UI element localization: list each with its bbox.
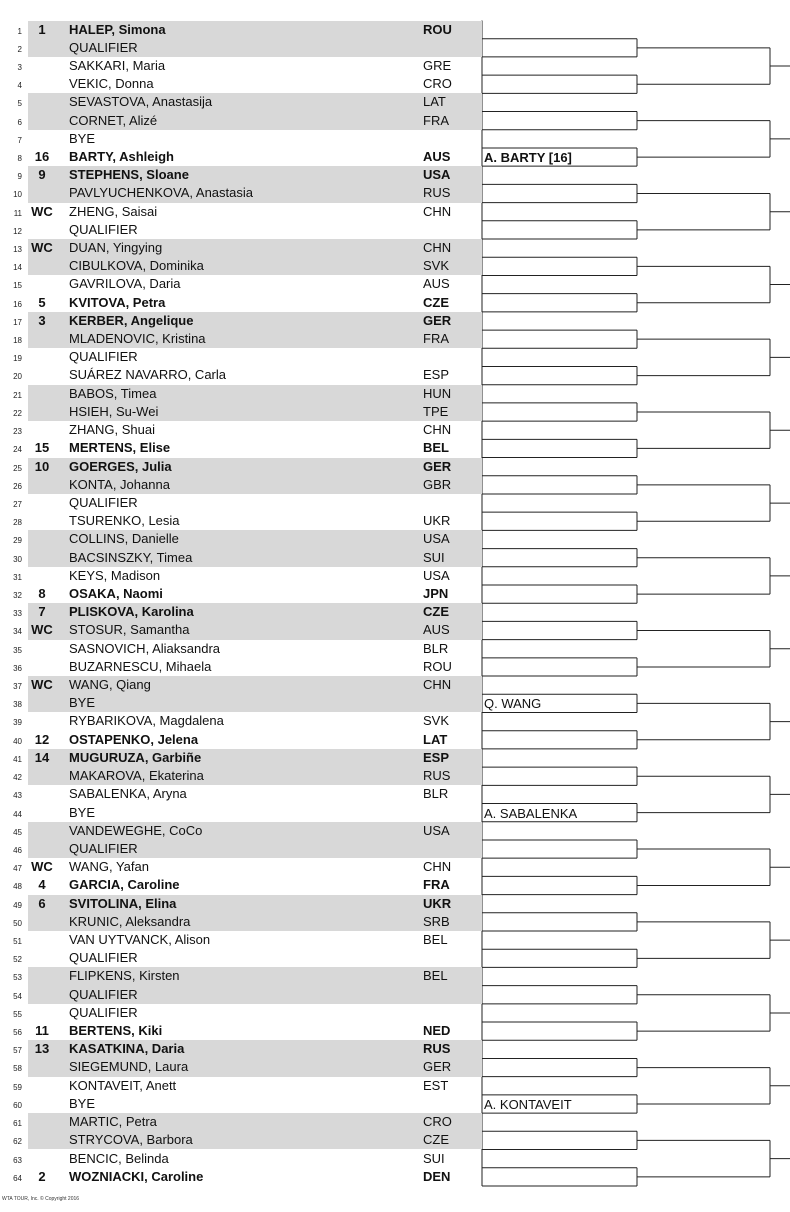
- line-number: 6: [17, 117, 22, 127]
- draw-row: [0, 512, 482, 530]
- draw-row: [0, 494, 482, 512]
- player-name: PAVLYUCHENKOVA, Anastasia: [69, 185, 253, 201]
- line-number: 49: [13, 900, 22, 910]
- draw-row: [0, 148, 482, 166]
- draw-row: [0, 366, 482, 384]
- country-code: GBR: [423, 476, 452, 492]
- country-code: GER: [423, 1059, 452, 1075]
- player-name: STRYCOVA, Barbora: [69, 1132, 193, 1148]
- line-number: 15: [13, 281, 22, 291]
- player-name: KVITOVA, Petra: [69, 294, 166, 310]
- line-number: 53: [13, 973, 22, 983]
- country-code: CZE: [423, 294, 449, 310]
- seed-label: 10: [34, 458, 50, 474]
- country-code: SRB: [423, 913, 450, 929]
- draw-row: [0, 1058, 482, 1076]
- player-name: VANDEWEGHE, CoCo: [69, 822, 203, 838]
- player-name: SUÁREZ NAVARRO, Carla: [69, 367, 226, 383]
- player-name: MERTENS, Elise: [69, 440, 171, 456]
- r2-winner: A. BARTY [16]: [484, 150, 572, 166]
- player-name: BYE: [69, 130, 96, 146]
- draw-row: [0, 640, 482, 658]
- country-code: TPE: [423, 403, 449, 419]
- draw-row: [0, 330, 482, 348]
- seed-label: 1: [38, 21, 46, 37]
- line-number: 37: [13, 682, 22, 692]
- country-code: SVK: [423, 258, 450, 274]
- country-code: RUS: [423, 1041, 451, 1057]
- draw-row: [0, 731, 482, 749]
- draw-row: [0, 1095, 482, 1113]
- draw-row: [0, 767, 482, 785]
- player-name: QUALIFIER: [69, 39, 138, 55]
- line-number: 26: [13, 481, 22, 491]
- country-code: CHN: [423, 859, 452, 875]
- seed-label: 3: [38, 312, 46, 328]
- player-name: BYE: [69, 804, 96, 820]
- line-number: 19: [13, 354, 22, 364]
- player-name: PLISKOVA, Karolina: [69, 604, 194, 620]
- player-name: WOZNIACKI, Caroline: [69, 1168, 204, 1184]
- country-code: GER: [423, 312, 452, 328]
- player-name: SVITOLINA, Elina: [69, 895, 177, 911]
- country-code: SUI: [423, 549, 445, 565]
- country-code: DEN: [423, 1168, 451, 1184]
- line-number: 50: [13, 918, 22, 928]
- seed-label: WC: [31, 622, 53, 638]
- draw-row: [0, 658, 482, 676]
- country-code: ESP: [423, 749, 450, 765]
- country-code: BEL: [423, 440, 449, 456]
- seed-label: 14: [34, 749, 50, 765]
- player-name: BERTENS, Kiki: [69, 1023, 163, 1039]
- player-name: WANG, Qiang: [69, 677, 151, 693]
- line-number: 24: [13, 445, 22, 455]
- player-name: BABOS, Timea: [69, 385, 157, 401]
- country-code: USA: [423, 531, 450, 547]
- line-number: 12: [13, 226, 22, 236]
- country-code: FRA: [423, 877, 450, 893]
- player-name: QUALIFIER: [69, 986, 138, 1002]
- draw-row: [0, 822, 482, 840]
- draw-row: [0, 986, 482, 1004]
- line-number: 42: [13, 773, 22, 783]
- player-name: RYBARIKOVA, Magdalena: [69, 713, 224, 729]
- country-code: BLR: [423, 786, 449, 802]
- player-name: QUALIFIER: [69, 494, 138, 510]
- player-name: SEVASTOVA, Anastasija: [69, 94, 213, 110]
- draw-row: [0, 275, 482, 293]
- line-number: 45: [13, 827, 22, 837]
- line-number: 5: [17, 99, 22, 109]
- line-number: 56: [13, 1028, 22, 1038]
- draw-row: [0, 21, 482, 39]
- line-number: 61: [13, 1119, 22, 1129]
- country-code: CRO: [423, 1114, 452, 1130]
- player-name: SABALENKA, Aryna: [69, 786, 187, 802]
- draw-row: [0, 913, 482, 931]
- country-code: UKR: [423, 513, 451, 529]
- line-number: 30: [13, 554, 22, 564]
- player-name: STEPHENS, Sloane: [69, 167, 189, 183]
- seed-label: 2: [38, 1168, 46, 1184]
- seed-label: WC: [31, 203, 53, 219]
- line-number: 16: [13, 299, 22, 309]
- country-code: BEL: [423, 932, 448, 947]
- country-code: USA: [423, 822, 450, 838]
- row-shading: [28, 694, 482, 712]
- player-name: OSAKA, Naomi: [69, 586, 163, 601]
- player-name: MARTIC, Petra: [69, 1114, 157, 1130]
- line-number: 48: [13, 882, 22, 892]
- draw-row: [0, 439, 482, 457]
- draw-row: [0, 257, 482, 275]
- line-number: 52: [13, 955, 22, 965]
- seed-label: 15: [34, 440, 50, 456]
- player-name: GOERGES, Julia: [69, 458, 172, 474]
- player-name: FLIPKENS, Kirsten: [69, 968, 180, 984]
- r2-winner: Q. WANG: [484, 696, 542, 712]
- line-number: 47: [13, 864, 22, 874]
- country-code: BEL: [423, 968, 448, 984]
- draw-row: [0, 530, 482, 548]
- line-number: 17: [13, 317, 22, 327]
- country-code: USA: [423, 167, 451, 183]
- player-name: QUALIFIER: [69, 840, 138, 856]
- player-name: HSIEH, Su-Wei: [69, 403, 159, 419]
- player-name: WANG, Yafan: [69, 859, 149, 875]
- player-name: VAN UYTVANCK, Alison: [69, 932, 211, 947]
- r2-winner: A. SABALENKA: [484, 805, 578, 821]
- seed-label: 8: [38, 586, 46, 601]
- seed-label: 9: [38, 167, 46, 183]
- draw-row: [0, 93, 482, 111]
- draw-row: [0, 1004, 482, 1022]
- country-code: UKR: [423, 895, 452, 911]
- player-name: DUAN, Yingying: [69, 240, 163, 256]
- country-code: FRA: [423, 112, 449, 128]
- player-name: VEKIC, Donna: [69, 76, 154, 92]
- draw-row: [0, 130, 482, 148]
- draw-row: [0, 1150, 482, 1168]
- draw-row: [0, 549, 482, 567]
- player-name: BYE: [69, 695, 96, 711]
- player-name: KEYS, Madison: [69, 567, 161, 583]
- line-number: 22: [13, 408, 22, 418]
- country-code: LAT: [423, 94, 446, 110]
- line-number: 44: [13, 809, 22, 819]
- seed-label: WC: [31, 859, 53, 875]
- draw-row: [0, 39, 482, 57]
- draw-row: [0, 749, 482, 767]
- country-code: CZE: [423, 1132, 449, 1148]
- player-name: SAKKARI, Maria: [69, 57, 166, 73]
- country-code: GRE: [423, 57, 452, 73]
- seed-label: 6: [38, 895, 46, 911]
- draw-row: [0, 75, 482, 93]
- draw-row: [0, 1113, 482, 1131]
- country-code: CHN: [423, 240, 452, 256]
- country-code: CHN: [423, 203, 452, 219]
- country-code: CRO: [423, 76, 452, 92]
- seed-label: 7: [38, 604, 46, 620]
- player-name: BARTY, Ashleigh: [69, 148, 174, 164]
- draw-row: [0, 876, 482, 894]
- draw-row: [0, 385, 482, 403]
- country-code: FRA: [423, 331, 449, 347]
- player-name: QUALIFIER: [69, 1004, 138, 1020]
- line-number: 1: [17, 26, 22, 36]
- draw-row: [0, 712, 482, 730]
- player-name: BUZARNESCU, Mihaela: [69, 658, 212, 674]
- player-name: GAVRILOVA, Daria: [69, 276, 181, 292]
- player-name: KONTAVEIT, Anett: [69, 1077, 177, 1093]
- player-name: HALEP, Simona: [69, 21, 166, 37]
- line-number: 32: [13, 591, 22, 600]
- line-number: 29: [13, 536, 22, 546]
- draw-row: [0, 858, 482, 876]
- country-code: SVK: [423, 713, 450, 729]
- line-number: 40: [13, 736, 22, 746]
- player-name: ZHANG, Shuai: [69, 422, 155, 438]
- line-number: 14: [13, 263, 22, 273]
- player-name: MLADENOVIC, Kristina: [69, 331, 206, 347]
- draw-row: [0, 1040, 482, 1058]
- seed-label: 12: [34, 731, 50, 747]
- draw-row: [0, 57, 482, 75]
- draw-row: [0, 676, 482, 694]
- line-number: 10: [13, 190, 22, 200]
- country-code: EST: [423, 1077, 449, 1093]
- country-code: GER: [423, 458, 452, 474]
- line-number: 9: [17, 172, 22, 182]
- player-name: BENCIC, Belinda: [69, 1150, 169, 1166]
- line-number: 11: [13, 208, 22, 218]
- player-name: KRUNIC, Aleksandra: [69, 913, 191, 929]
- line-number: 43: [13, 791, 22, 801]
- country-code: LAT: [423, 731, 448, 747]
- draw-row: [0, 621, 482, 639]
- line-number: 8: [17, 153, 22, 163]
- player-name: BACSINSZKY, Timea: [69, 549, 193, 565]
- draw-row: [0, 421, 482, 439]
- draw-row: [0, 1168, 482, 1186]
- draw-row: [0, 1022, 482, 1040]
- line-number: 60: [13, 1100, 22, 1110]
- draw-row: [0, 476, 482, 494]
- draw-row: [0, 348, 482, 366]
- country-code: HUN: [423, 385, 452, 401]
- draw-row: [0, 785, 482, 803]
- player-name: SASNOVICH, Aliaksandra: [69, 640, 221, 656]
- draw-row: [0, 312, 482, 330]
- line-number: 7: [17, 135, 22, 145]
- player-name: KERBER, Angelique: [69, 312, 194, 328]
- country-code: JPN: [423, 586, 449, 601]
- line-number: 54: [13, 991, 22, 1001]
- country-code: CHN: [423, 422, 452, 438]
- country-code: ROU: [423, 21, 452, 37]
- draw-row: [0, 221, 482, 239]
- line-number: 38: [13, 700, 22, 710]
- player-name: GARCIA, Caroline: [69, 877, 180, 893]
- player-name: CORNET, Alizé: [69, 112, 158, 128]
- player-name: MAKAROVA, Ekaterina: [69, 768, 204, 784]
- country-code: RUS: [423, 768, 451, 784]
- draw-row: [0, 1077, 482, 1095]
- seed-label: WC: [31, 240, 53, 256]
- line-number: 28: [13, 518, 22, 528]
- draw-row: [0, 458, 482, 476]
- draw-row: [0, 804, 482, 822]
- line-number: 4: [17, 81, 22, 91]
- seed-label: 11: [35, 1023, 49, 1039]
- draw-row: [0, 967, 482, 985]
- line-number: 27: [13, 499, 22, 509]
- line-number: 34: [13, 627, 22, 637]
- draw-row: [0, 166, 482, 184]
- country-code: USA: [423, 567, 450, 583]
- country-code: ESP: [423, 367, 450, 383]
- draw-row: [0, 931, 482, 949]
- line-number: 33: [13, 609, 22, 619]
- line-number: 62: [13, 1137, 22, 1147]
- r2-winner: A. KONTAVEIT: [484, 1097, 572, 1113]
- seed-label: 16: [34, 148, 50, 164]
- line-number: 39: [13, 718, 22, 728]
- player-name: CIBULKOVA, Dominika: [69, 258, 204, 274]
- line-number: 31: [13, 572, 22, 582]
- draw-row: [0, 949, 482, 967]
- player-name: BYE: [69, 1095, 96, 1111]
- draw-row: [0, 403, 482, 421]
- draw-row: [0, 239, 482, 257]
- line-number: 57: [13, 1046, 22, 1056]
- draw-row: [0, 840, 482, 858]
- country-code: NED: [423, 1023, 451, 1039]
- player-name: COLLINS, Danielle: [69, 531, 179, 547]
- player-name: KASATKINA, Daria: [69, 1041, 185, 1057]
- line-number: 23: [13, 427, 22, 437]
- line-number: 51: [13, 937, 22, 946]
- country-code: SUI: [423, 1150, 445, 1166]
- country-code: AUS: [423, 276, 450, 292]
- line-number: 13: [13, 245, 22, 255]
- copyright-notice: WTA TOUR, Inc. © Copyright 2016: [2, 1196, 80, 1202]
- line-number: 64: [13, 1173, 22, 1183]
- line-number: 18: [13, 336, 22, 346]
- line-number: 25: [13, 463, 22, 473]
- player-name: ZHENG, Saisai: [69, 203, 158, 219]
- player-name: KONTA, Johanna: [69, 476, 170, 492]
- draw-row: [0, 694, 482, 712]
- country-code: CHN: [423, 677, 452, 693]
- player-name: MUGURUZA, Garbiñe: [69, 749, 202, 765]
- line-number: 55: [13, 1009, 22, 1019]
- player-name: QUALIFIER: [69, 349, 138, 365]
- country-code: AUS: [423, 622, 450, 638]
- seed-label: 5: [38, 294, 46, 310]
- line-number: 46: [13, 845, 22, 855]
- line-number: 58: [13, 1064, 22, 1074]
- line-number: 36: [13, 663, 22, 673]
- player-name: STOSUR, Samantha: [69, 622, 190, 638]
- draw-row: [0, 184, 482, 202]
- country-code: RUS: [423, 185, 451, 201]
- seed-label: 13: [34, 1041, 50, 1057]
- line-number: 41: [13, 754, 22, 764]
- draw-row: [0, 585, 482, 603]
- player-name: QUALIFIER: [69, 950, 138, 966]
- player-name: SIEGEMUND, Laura: [69, 1059, 189, 1075]
- line-number: 21: [13, 390, 22, 400]
- seed-label: WC: [31, 677, 53, 693]
- draw-row: [0, 1131, 482, 1149]
- line-number: 20: [13, 372, 22, 382]
- line-number: 2: [17, 44, 22, 54]
- draw-row: [0, 203, 482, 221]
- draw-row: [0, 294, 482, 312]
- draw-row: [0, 895, 482, 913]
- line-number: 3: [17, 62, 22, 72]
- country-code: BLR: [423, 640, 449, 656]
- country-code: AUS: [423, 148, 451, 164]
- line-number: 59: [13, 1082, 22, 1092]
- country-code: CZE: [423, 604, 449, 620]
- seed-label: 4: [38, 877, 46, 893]
- country-code: ROU: [423, 658, 452, 674]
- draw-row: [0, 112, 482, 130]
- draw-row: [0, 603, 482, 621]
- player-name: OSTAPENKO, Jelena: [69, 731, 199, 747]
- line-number: 63: [13, 1155, 22, 1165]
- player-name: QUALIFIER: [69, 221, 138, 237]
- player-name: TSURENKO, Lesia: [69, 513, 180, 529]
- draw-row: [0, 567, 482, 585]
- line-number: 35: [13, 645, 22, 655]
